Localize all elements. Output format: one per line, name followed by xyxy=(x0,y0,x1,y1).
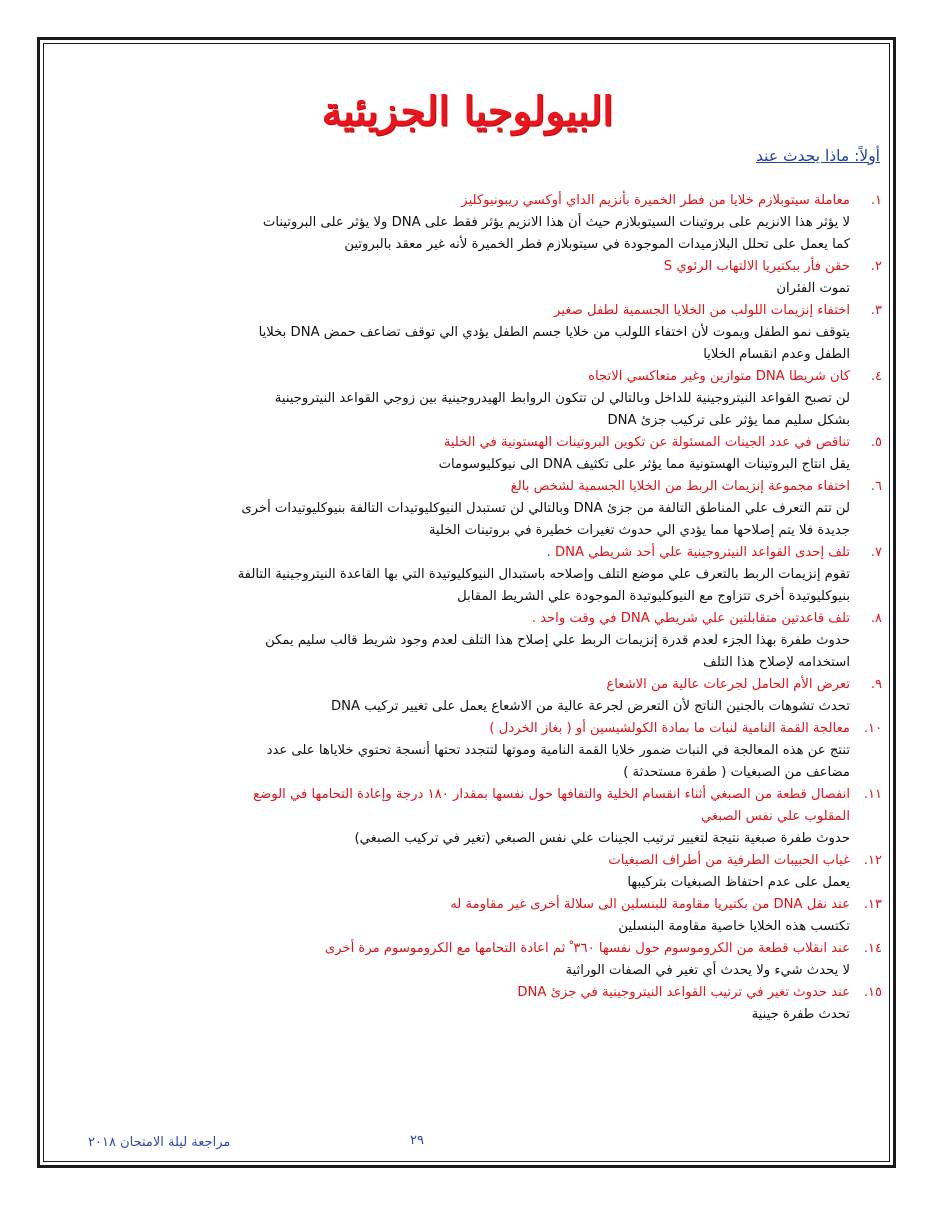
list-item xyxy=(105,982,882,1026)
question-text xyxy=(105,300,882,322)
page-number: ٢٩ xyxy=(410,1133,424,1148)
item-number: ٢. xyxy=(870,259,882,274)
list-item xyxy=(105,850,882,894)
answer-text xyxy=(105,960,850,982)
answer-text xyxy=(105,212,850,256)
item-number: ١٢. xyxy=(863,853,882,868)
question-text xyxy=(105,806,850,828)
item-number: ٨. xyxy=(870,611,882,626)
question-text xyxy=(105,608,882,630)
answer-text xyxy=(105,630,850,674)
question-line: تعرض الأم الحامل لجرعات عالية من الاشعاع xyxy=(606,677,850,692)
item-number: ١٣. xyxy=(863,897,882,912)
question-line: حقن فأر ببكتيريا الالتهاب الرئوي S xyxy=(663,259,850,274)
item-number: ١١. xyxy=(863,787,882,802)
question-line: تلف إحدى القواعد النيتروجينية علي أحد شريطي DNA . xyxy=(546,545,850,560)
answer-text xyxy=(105,498,850,542)
answer-line: كما يعمل على تحلل البلازميدات الموجودة في سيتوبلازم فطر الخميرة لأنه غير معقد بالبروتين xyxy=(344,237,850,252)
list-item xyxy=(105,608,882,674)
answer-text xyxy=(105,872,850,894)
list-item xyxy=(105,674,882,718)
list-item xyxy=(105,938,882,982)
item-number: ٤. xyxy=(870,369,882,384)
question-line: تلف قاعدتين متقابلتين علي شريطي DNA في وقت واحد . xyxy=(531,611,850,626)
item-number: ٣. xyxy=(870,303,882,318)
question-line: اختفاء مجموعة إنزيمات الربط من الخلايا الجسمية لشخص بالغ xyxy=(510,479,850,494)
list-item xyxy=(105,542,882,608)
question-line: عند نقل DNA من بكتيريا مقاومة للبنسلين الى سلالة أخرى غير مقاومة له xyxy=(450,897,850,912)
question-text xyxy=(105,366,882,388)
question-text xyxy=(105,542,882,564)
answer-text xyxy=(105,564,850,608)
question-line: كان شريطا DNA متوازين وغير متعاكسي الاتجاه xyxy=(588,369,850,384)
page-title: البيولوجيا الجزيئية xyxy=(321,88,614,135)
list-item xyxy=(105,256,882,300)
question-text xyxy=(105,674,882,696)
answer-line: لا يحدث شيء ولا يحدث أي تغير في الصفات الوراثية xyxy=(565,963,850,978)
list-item xyxy=(105,894,882,938)
item-number: ٩. xyxy=(870,677,882,692)
answer-line: تنتج عن هذه المعالجة في النبات ضمور خلايا القمة النامية وموتها لتتجدد تحتها أنسجة تحتوي خلاياها على عدد xyxy=(266,743,850,758)
question-line: تناقص في عدد الجينات المسئولة عن تكوين البروتينات الهستونية في الخلية xyxy=(443,435,850,450)
answer-line: يعمل على عدم احتفاظ الصبغيات بتركيبها xyxy=(627,875,850,890)
section-heading: أولاً: ماذا يحدث عند xyxy=(756,147,880,165)
answer-line: لن تصبح القواعد النيتروجينية للداخل وبالتالي لن تتكون الروابط الهيدروجينية بين زوجي القواعد النيتروجينية xyxy=(274,391,850,406)
item-number: ١٤. xyxy=(863,941,882,956)
question-line: المقلوب علي نفس الصبغي xyxy=(701,809,850,824)
item-number: ١٠. xyxy=(863,721,882,736)
question-line: غياب الحبيبات الطرفية من أطراف الصبغيات xyxy=(608,853,850,868)
answer-text xyxy=(105,322,850,366)
answer-line: تموت الفئران xyxy=(776,281,850,296)
question-line: عند انقلاب قطعة من الكروموسوم حول نفسها ٣٦٠ ْ ثم اعادة التحامها مع الكروموسوم مرة أخرى xyxy=(324,941,850,956)
list-item xyxy=(105,432,882,476)
question-text xyxy=(105,476,882,498)
answer-line: يقل انتاج البروتينات الهستونية مما يؤثر على تكثيف DNA الى نيوكليوسومات xyxy=(438,457,850,472)
list-item xyxy=(105,190,882,256)
item-number: ٥. xyxy=(870,435,882,450)
answer-line: مضاعف من الصبغيات ( طفرة مستحدثة ) xyxy=(623,765,850,780)
answer-text xyxy=(105,916,850,938)
question-line: اختفاء إنزيمات اللولب من الخلايا الجسمية لطفل صغير xyxy=(554,303,850,318)
answer-text xyxy=(105,1004,850,1026)
question-text xyxy=(105,432,882,454)
question-text xyxy=(105,718,882,740)
answer-line: بنيوكليوتيدة أخرى تتزاوج مع النيوكليوتيدة الموجودة علي الشريط المقابل xyxy=(457,589,850,604)
item-number: ١. xyxy=(870,193,882,208)
answer-line: لا يؤثر هذا الانزيم على بروتينات السيتوبلازم حيث أن هذا الانزيم يؤثر فقط على DNA ولا يؤثر على البروتينات xyxy=(262,215,850,230)
list-item xyxy=(105,718,882,784)
question-list xyxy=(105,190,882,1026)
item-number: ٧. xyxy=(870,545,882,560)
item-number: ٦. xyxy=(870,479,882,494)
answer-line: لن تتم التعرف علي المناطق التالفة من جزئ DNA وبالتالي لن تستبدل النيوكليوتيدات التالفة بنيوكليوتيدات أخرى xyxy=(241,501,850,516)
answer-line: تحدث تشوهات بالجنين الناتج لأن التعرض لجرعة عالية من الاشعاع يعمل على تغيير تركيب DNA xyxy=(331,699,850,714)
question-line: عند حدوث تغير في ترتيب القواعد النيتروجينية في جزئ DNA xyxy=(517,985,850,1000)
question-text xyxy=(105,982,882,1004)
list-item xyxy=(105,784,882,850)
answer-text xyxy=(105,696,850,718)
footer-label: مراجعة ليلة الامتحان ٢٠١٨ xyxy=(88,1135,231,1150)
answer-line: الطفل وعدم انقسام الخلايا xyxy=(703,347,850,362)
question-text xyxy=(105,256,882,278)
answer-text xyxy=(105,740,850,784)
answer-line: حدوث طفرة صبغية نتيجة لتغيير ترتيب الجينات علي نفس الصبغي (تغير في تركيب الصبغي) xyxy=(354,831,850,846)
answer-line: جديدة فلا يتم إصلاحها مما يؤدي الي حدوث تغيرات خطيرة في بروتينات الخلية xyxy=(428,523,850,538)
question-text xyxy=(105,190,882,212)
question-text xyxy=(105,938,882,960)
answer-line: حدوث طفرة بهذا الجزء لعدم قدرة إنزيمات الربط علي إصلاح هذا التلف لعدم وجود شريط قالب سليم يمكن xyxy=(265,633,850,648)
question-line: معاملة سيتوبلازم خلايا من فطر الخميرة بأنزيم الداي أوكسي ريبونيوكليز xyxy=(461,193,850,208)
answer-text xyxy=(105,278,850,300)
answer-line: يتوقف نمو الطفل ويموت لأن اختفاء اللولب من خلايا جسم الطفل يؤدي الي توقف تضاعف حمض DNA بخلايا xyxy=(258,325,850,340)
list-item xyxy=(105,300,882,366)
answer-text xyxy=(105,388,850,432)
question-line: انفصال قطعة من الصبغي أثناء انقسام الخلية والتفافها حول نفسها بمقدار ١٨٠ درجة وإعادة التحامها في الوضع xyxy=(253,787,850,802)
answer-line: تكتسب هذه الخلايا خاصية مقاومة البنسلين xyxy=(618,919,850,934)
answer-line: تحدث طفرة جينية xyxy=(751,1007,850,1022)
question-text xyxy=(105,850,882,872)
item-number: ١٥. xyxy=(863,985,882,1000)
answer-line: تقوم إنزيمات الربط بالتعرف علي موضع التلف وإصلاحه باستبدال النيوكليوتيدة التي بها القاعدة النيتروجينية التالفة xyxy=(237,567,850,582)
list-item xyxy=(105,366,882,432)
answer-text xyxy=(105,454,850,476)
answer-line: بشكل سليم مما يؤثر على تركيب جزئ DNA xyxy=(607,413,850,428)
list-item xyxy=(105,476,882,542)
question-line: معالجة القمة النامية لنبات ما بمادة الكولشيسين أو ( بغاز الخردل ) xyxy=(489,721,850,736)
answer-text xyxy=(105,828,850,850)
question-text xyxy=(105,784,882,806)
question-text xyxy=(105,894,882,916)
answer-line: استخدامه لإصلاح هذا التلف xyxy=(703,655,850,670)
